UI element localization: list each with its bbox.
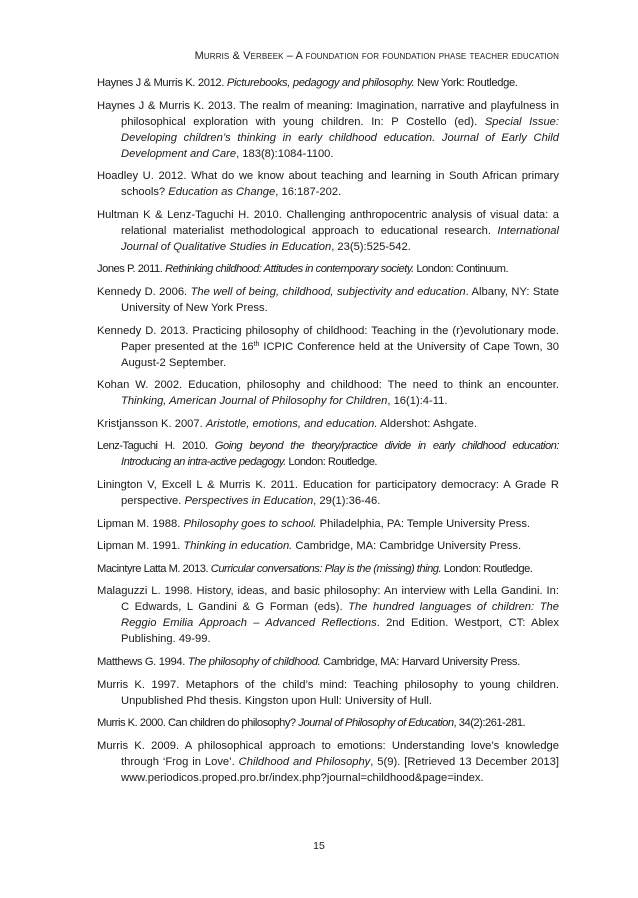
reference-item: Jones P. 2011. Rethinking childhood: Attitudes in contemporary society. London: Continuum. xyxy=(97,263,509,276)
reference-item: Lipman M. 1991. Thinking in education. Cambridge, MA: Cambridge University Press. xyxy=(97,540,522,553)
reference-item: Lipman M. 1988. Philosophy goes to school. Philadelphia, PA: Temple University Press. xyxy=(97,517,531,530)
reference-item: Linington V, Excell L & Murris K. 2011. Education for participatory democracy: A Grade R perspective. Perspectives in Education, 29(1):36-46. xyxy=(97,478,559,507)
reference-item: Kennedy D. 2006. The well of being, childhood, subjectivity and education. Albany, NY: State University of New York Press. xyxy=(97,285,559,314)
reference-item: Murris K. 2009. A philosophical approach to emotions: Understanding love’s knowledge through ‘Frog in Love’. Childhood and Philosophy, 5(9). [Retrieved 13 December 2013] www.periodicos.proped.pro.br/index.php?journal=childhood&page=index. xyxy=(97,739,559,784)
reference-item: Macintyre Latta M. 2013. Curricular conversations: Play is the (missing) thing. London: Routledge. xyxy=(97,562,533,575)
reference-item: Kristjansson K. 2007. Aristotle, emotions, and education. Aldershot: Ashgate. xyxy=(97,417,477,430)
reference-item: Hoadley U. 2012. What do we know about teaching and learning in South African primary schools? Education as Change, 16:187-202. xyxy=(97,170,559,199)
reference-list xyxy=(97,75,559,792)
reference-item: Haynes J & Murris K. 2013. The realm of meaning: Imagination, narrative and playfulness in philosophical exploration with young children. In: P Costello (ed). Special Issue: Developing children’s thinking in early childhood education. Journal of Early Child Development and Care, 183(8):1084-1100. xyxy=(97,99,559,160)
reference-item: Haynes J & Murris K. 2012. Picturebooks, pedagogy and philosophy. New York: Routledge. xyxy=(97,77,518,89)
reference-item: Murris K. 1997. Metaphors of the child’s mind: Teaching philosophy to young children. Unpublished Phd thesis. Kingston upon Hull: University of Hull. xyxy=(97,678,559,707)
running-header xyxy=(97,50,559,62)
reference-item: Matthews G. 1994. The philosophy of childhood. Cambridge, MA: Harvard University Press. xyxy=(97,655,520,668)
reference-item: Kennedy D. 2013. Practicing philosophy of childhood: Teaching in the (r)evolutionary mode. Paper presented at the 16th ICPIC Conference held at the University of Cape Town, 30 August-2 September. xyxy=(97,324,559,369)
reference-item: Malaguzzi L. 1998. History, ideas, and basic philosophy: An interview with Lella Gandini. In: C Edwards, L Gandini & G Forman (eds). The hundred languages of children: The Reggio Emilia Approach – Advanced Reflections. 2nd Edition. Westport, CT: Ablex Publishing. 49-99. xyxy=(97,585,559,646)
reference-item: Lenz-Taguchi H. 2010. Going beyond the theory/practice divide in early childhood education: Introducing an intra-active pedagogy. London: Routledge. xyxy=(97,440,559,469)
reference-item: Kohan W. 2002. Education, philosophy and childhood: The need to think an encounter. Thinking, American Journal of Philosophy for Children, 16(1):4-11. xyxy=(97,379,559,408)
page-number: 15 xyxy=(313,840,325,852)
reference-item: Murris K. 2000. Can children do philosophy? Journal of Philosophy of Education, 34(2):261-281. xyxy=(97,717,526,730)
running-header-text: Murris & Verbeek – A foundation for foundation phase teacher education xyxy=(194,50,559,62)
reference-item: Hultman K & Lenz-Taguchi H. 2010. Challenging anthropocentric analysis of visual data: a relational materialist methodological approach to educational research. International Journal of Qualitative Studies in Education, 23(5):525-542. xyxy=(97,208,559,253)
